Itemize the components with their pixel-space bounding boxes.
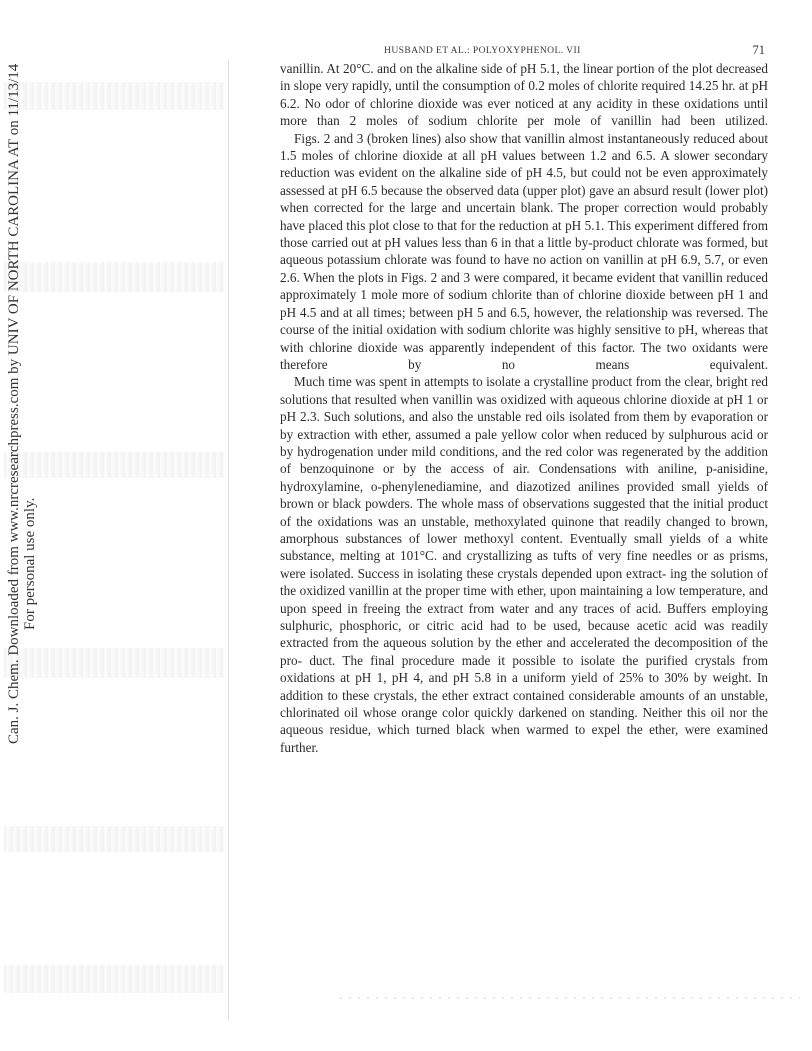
- text-line: citric acid had to be used, because acetic acid was readily extracted from the: [280, 618, 769, 651]
- text-line: ether, assumed a pale yellow color when reduced by sulphurous acid or by: [280, 426, 768, 459]
- article-body: [280, 60, 768, 756]
- text-line: weight. In addition to these crystals, the ether extract contained considerable: [280, 670, 768, 703]
- text-line: unstable red oils isolated from them by evaporation or by extraction with: [280, 409, 769, 442]
- watermark-usage-line: For personal use only.: [22, 497, 38, 630]
- text-line: on standing. Neither this oil nor the aqueous residue, which turned black when: [280, 705, 769, 738]
- text-line: chlorite required 14.25 hr. at pH 6.2. No odor of chlorine dioxide was ever: [280, 78, 768, 111]
- text-line: chlorite per mole of vanillin had been utilized.: [477, 113, 769, 129]
- text-line: the addition of benzoquinone or by the access of air. Condensations with: [280, 443, 768, 477]
- text-line: duct. The final procedure made it possible to isolate the purified crystals from: [309, 652, 769, 668]
- download-watermark: [0, 0, 40, 1051]
- text-line: reduced about 1.5 moles of chlorine dioxide at all pH values between 1.2 and: [280, 130, 769, 164]
- text-line: large and uncertain blank. The proper correction would probably have placed: [280, 200, 768, 233]
- text-line: ing the solution of the oxidized vanillin at the proper time with ether, upon: [280, 565, 769, 599]
- text-line: were compared, it became evident that vanillin reduced approximately 1 mole: [280, 269, 769, 303]
- text-line: oxidations at pH 1, pH 4, and pH 5.8 in a uniform yield of 25% to 30% by: [280, 670, 708, 686]
- paragraph-figs-comparison: [280, 130, 768, 374]
- text-line: warmed to expel the ether, were examined further.: [280, 722, 769, 755]
- text-line: this plot close to that for the reduction at pH 5.1. This experiment differed: [346, 217, 739, 233]
- text-line: factor. The two oxidants were therefore by no means equivalent.: [280, 339, 768, 372]
- text-line: noticed at any acidity in these oxidations until more than 2 moles of sodium: [280, 95, 768, 129]
- text-line: Figs. 2 and 3 (broken lines) also show that vanillin almost instantaneously: [294, 130, 690, 146]
- text-line: aniline, p-anisidine, hydroxylamine, o-phenylenediamine, and diazotized: [280, 461, 769, 494]
- text-line: more of sodium chlorite than of chlorine dioxide between pH 1 and pH 4.5: [280, 287, 769, 320]
- text-line: data (upper plot) gave an absurd result (lower plot) when corrected for the: [280, 182, 769, 216]
- text-line: aqueous chlorine dioxide at pH 1 or pH 2.3. Such solutions, and also the: [280, 391, 769, 425]
- paragraph-continued: [280, 60, 768, 130]
- text-line: aqueous solution by the ether and accelerated the decomposition of the pro-: [280, 635, 768, 668]
- paragraph-isolation: [280, 373, 768, 756]
- page-number: 71: [752, 43, 765, 57]
- text-line: hydrogenation under mild conditions, and the red color was regenerated by: [297, 443, 701, 459]
- text-line: but could not be even approximately assessed at pH 6.5 because the observed: [280, 165, 768, 198]
- text-line: action on vanillin at pH 6.9, 5.7, or even 2.6. When the plots in Figs. 2 and 3: [280, 252, 769, 285]
- text-line: anilines provided small yields of brown or black powders. The whole mass of: [280, 478, 768, 512]
- text-line: to pH, whereas that with chlorine dioxide was apparently independent of this: [280, 322, 769, 355]
- text-line: unstable, methoxylated quinone that readily changed to brown, amorphous: [280, 513, 769, 546]
- text-line: amounts of an unstable, chlorinated oil whose orange color quickly darkened: [280, 687, 768, 721]
- text-line: chlorate was formed, but aqueous potassium chlorate was found to have no: [280, 235, 768, 268]
- text-line: substances of lower methoxyl content. Eventually small yields of a white: [345, 530, 768, 546]
- text-line: vanillin. At 20°C. and on the alkaline side of pH 5.1, the linear portion of the: [280, 61, 689, 76]
- scan-noise: [340, 997, 800, 999]
- text-line: Much time was spent in attempts to isolate a crystalline product from the: [294, 374, 681, 390]
- text-line: maintaining a low temperature, and upon speed in freeing the extract from: [280, 583, 768, 616]
- running-head: HUSBAND ET AL.: POLYOXYPHENOL. VII: [384, 45, 581, 56]
- text-line: plot decreased in slope very rapidly, until the consumption of 0.2 moles of: [280, 61, 769, 94]
- text-line: and at all times; between pH 5 and 6.5, however, the relationship was reversed.: [320, 304, 744, 320]
- text-line: The course of the initial oxidation with sodium chlorite was highly sensitive: [280, 304, 769, 338]
- text-line: 6.5. A slower secondary reduction was evident on the alkaline side of pH 4.5,: [280, 148, 769, 181]
- text-line: prisms, were isolated. Success in isolating these crystals depended upon extract-: [280, 548, 768, 581]
- text-line: substance, melting at 101°C. and crystallizing as tufts of very fine needles or as: [280, 548, 725, 564]
- watermark-source-line: Can. J. Chem. Downloaded from www.nrcresearchpress.com by UNIV OF NORTH CAROLINA AT on 11/13/14: [6, 63, 22, 744]
- text-line: from those carried out at pH values less than 6 in that a little by-product: [280, 217, 769, 251]
- text-line: clear, bright red solutions that resulted when vanillin was oxidized with: [280, 374, 769, 407]
- text-line: water and any traces of acid. Buffers employing sulphuric, phosphoric, or: [280, 600, 768, 633]
- margin-divider: [228, 60, 229, 1020]
- text-line: observations suggested that the initial product of the oxidations was an: [280, 496, 768, 529]
